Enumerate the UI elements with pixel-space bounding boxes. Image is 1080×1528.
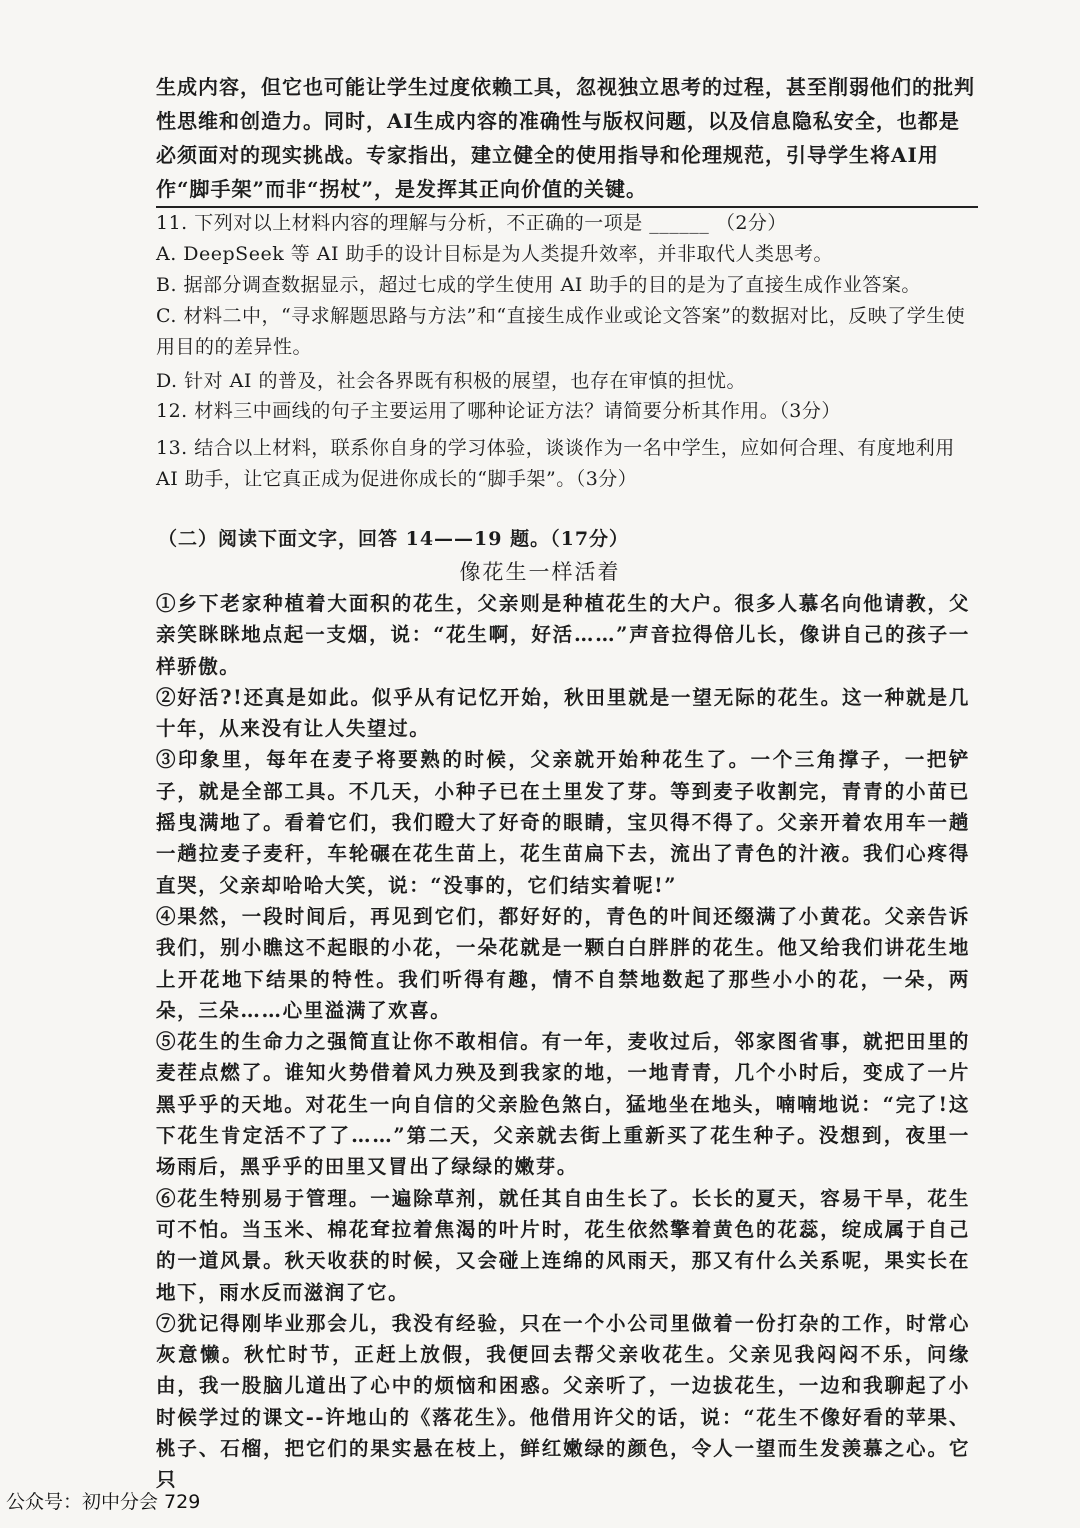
paragraph-1: ①乡下老家种植着大面积的花生，父亲则是种植花生的大户。很多人慕名向他请教，父亲笑眯眯地点起一支烟，说：“花生啊，好活……”声音拉得倍儿长，像讲自己的孩子一样骄傲。: [156, 592, 970, 678]
question-11-stem: 11. 下列对以上材料内容的理解与分析，不正确的一项是 ______ （2分）: [156, 212, 787, 234]
article-title: 像花生一样活着: [459, 560, 621, 584]
paragraph-2: ②好活?!还真是如此。似乎从有记忆开始，秋田里就是一望无际的花生。这一种就是几十年，从来没有让人失望过。: [156, 685, 970, 741]
question-12: [156, 396, 978, 427]
question-11-option-a: A. DeepSeek 等 AI 助手的设计目标是为人类提升效率，并非取代人类思考。: [156, 243, 834, 265]
question-13: [156, 433, 978, 495]
section-two-header: （二）阅读下面文字，回答 14——19 题。（17分）: [158, 528, 630, 550]
underlined-sentence: 生成内容，但它也可能让学生过度依赖工具，忽视独立思考的过程，甚至削弱他们的批判性思维和创造力。同时，AI生成内容的准确性与版权问题，以及信息隐私安全，也都是必须面对的现实挑战。专家指出，建立健全的使用指导和伦理规范，引导学生将AI用作“脚手架”而非“拐杖”，是发挥其正向价值的关键。: [156, 70, 978, 208]
paragraph-3: ③印象里，每年在麦子将要熟的时候，父亲就开始种花生了。一个三角撑子，一把铲子，就是全部工具。不几天，小种子已在土里发了芽。等到麦子收割完，青青的小苗已摇曳满地了。看着它们，我们瞪大了好奇的眼睛，宝贝得不得了。父亲开着农用车一趟一趟拉麦子麦秆，车轮碾在花生苗上，花生苗扁下去，流出了青色的汁液。我们心疼得直哭，父亲却哈哈大笑，说：“没事的，它们结实着呢!”: [156, 748, 970, 897]
material-three-excerpt: [156, 70, 978, 208]
question-11-option-b: B. 据部分调查数据显示，超过七成的学生使用 AI 助手的目的是为了直接生成作业答案。: [156, 274, 921, 296]
paragraph-4: ④果然，一段时间后，再见到它们，都好好的，青色的叶间还缀满了小黄花。父亲告诉我们，别小瞧这不起眼的小花，一朵花就是一颗白白胖胖的花生。他又给我们讲花生地上开花地下结果的特性。我们听得有趣，情不自禁地数起了那些小小的花，一朵，两朵，三朵……心里溢满了欢喜。: [156, 904, 970, 1022]
footer-watermark: 公众号：初中分会 729: [6, 1491, 201, 1513]
question-13-text: 13. 结合以上材料，联系你自身的学习体验，谈谈作为一名中学生，应如何合理、有度地利用 AI 助手，让它真正成为促进你成长的“脚手架”。（3分）: [156, 437, 955, 490]
paragraph-7: ⑦犹记得刚毕业那会儿，我没有经验，只在一个小公司里做着一份打杂的工作，时常心灰意懒。秋忙时节，正赶上放假，我便回去帮父亲收花生。父亲见我闷闷不乐，问缘由，我一股脑儿道出了心中的烦恼和困惑。父亲听了，一边拔花生，一边和我聊起了小时候学过的课文--许地山的《落花生》。他借用许父的话，说：“花生不像好看的苹果、桃子、石榴，把它们的果实悬在枝上，鲜红嫩绿的颜色，令人一望而生发羡慕之心。它只: [156, 1311, 970, 1492]
question-11: [156, 208, 978, 397]
paragraph-6: ⑥花生特别易于管理。一遍除草剂，就任其自由生长了。长长的夏天，容易干旱，花生可不怕。当玉米、棉花耷拉着焦渴的叶片时，花生依然擎着黄色的花蕊，绽成属于自己的一道风景。秋天收获的时候，又会碰上连绵的风雨天，那又有什么关系呢，果实长在地下，雨水反而滋润了它。: [156, 1186, 970, 1304]
article-body: [156, 588, 970, 1496]
question-12-text: 12. 材料三中画线的句子主要运用了哪种论证方法？请简要分析其作用。（3分）: [156, 400, 841, 422]
question-11-option-d: D. 针对 AI 的普及，社会各界既有积极的展望，也存在审慎的担忧。: [156, 370, 746, 392]
paragraph-5: ⑤花生的生命力之强简直让你不敢相信。有一年，麦收过后，邻家图省事，就把田里的麦茬点燃了。谁知火势借着风力殃及到我家的地，一地青青，几个小时后，变成了一片黑乎乎的天地。对花生一向自信的父亲脸色煞白，猛地坐在地头，喃喃地说：“完了!这下花生肯定活不了了……”第二天，父亲就去街上重新买了花生种子。没想到，夜里一场雨后，黑乎乎的田里又冒出了绿绿的嫩芽。: [156, 1030, 970, 1179]
question-11-option-c: C. 材料二中，“寻求解题思路与方法”和“直接生成作业或论文答案”的数据对比，反映了学生使用目的的差异性。: [156, 305, 966, 358]
